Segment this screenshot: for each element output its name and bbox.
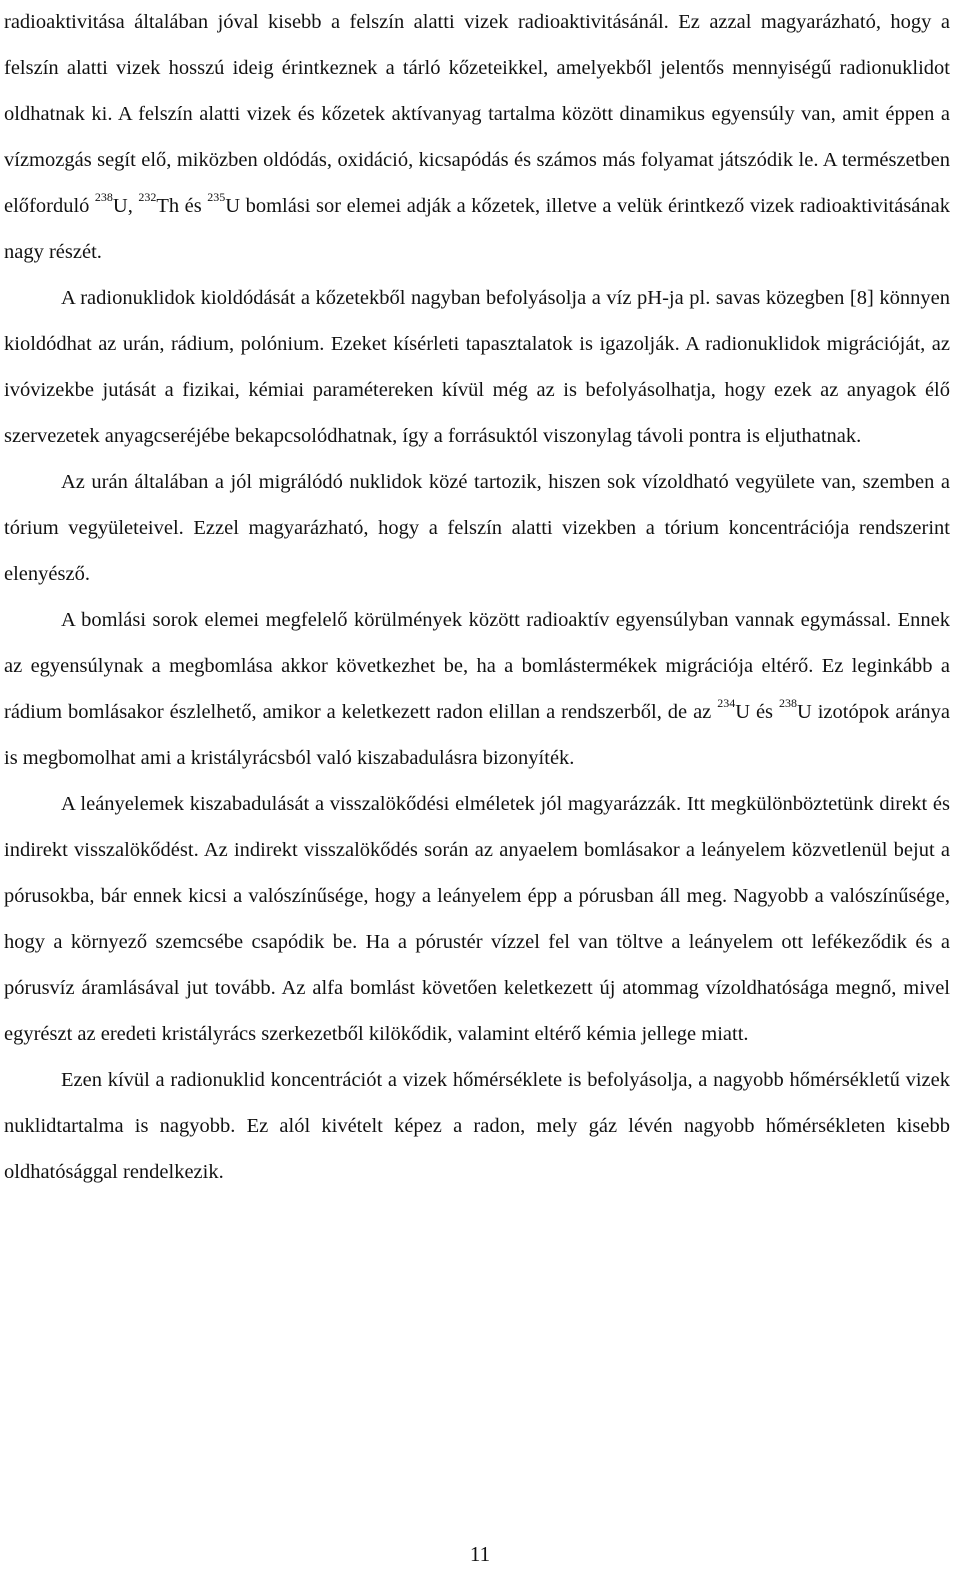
isotope-mass-number: 238 [778, 696, 797, 711]
isotope-mass-number: 235 [207, 190, 226, 205]
paragraph [4, 0, 950, 275]
text-run: A radionuklidok kioldódását a kőzetekből nagyban befolyásolja a víz pH-ja pl. savas közegben [8] könnyen kioldódhat az urán, rádium, polónium. Ezeket kísérleti tapasztalatok is igazolják. A radionuklidok migrációját, az ivóvizekbe jutását a fizikai, kémiai paramétereken kívül még az is befolyásolhatja, hogy ezek az anyagok élő szervezetek anyagcseréjébe bekapcsolódhatnak, így a forrásuktól viszonylag távoli pontra is eljuthatnak. [4, 287, 950, 447]
paragraph [4, 275, 950, 459]
isotope-mass-number: 234 [717, 696, 736, 711]
text-run: A leányelemek kiszabadulását a visszalökődési elméletek jól magyarázzák. Itt megkülönböztetünk direkt és indirekt visszalökődést. Az indirekt visszalökődés során az anyaelem bomlásakor a leányelem közvetlenül bejut a pórusokba, bár ennek kicsi a valószínűsége, hogy a leányelem épp a pórusban áll meg. Nagyobb a valószínűsége, hogy a környező szemcsébe csapódik be. Ha a pórustér vízzel fel van töltve a leányelem ott lefékeződik és a pórusvíz áramlásával jut tovább. Az alfa bomlást követően keletkezett új atommag vízoldhatósága megnő, mivel egyrészt az eredeti kristályrács szerkezetből kilökődik, valamint eltérő kémia jellege miatt. [4, 793, 950, 1045]
text-run: Th és [156, 195, 208, 217]
text-run: U bomlási sor elemei adják a kőzetek, illetve a velük érintkező vizek radioaktivitásának nagy részét. [4, 195, 951, 263]
body-text [4, 0, 950, 1195]
page-number: 11 [469, 1542, 491, 1566]
text-run: U izotópok aránya is megbomolhat ami a kristályrácsból való kiszabadulásra bizonyíték. [4, 701, 950, 769]
paragraph [4, 597, 950, 781]
text-run: A bomlási sorok elemei megfelelő körülmények között radioaktív egyensúlyban vannak egymással. Ennek az egyensúlynak a megbomlása akkor következhet be, ha a bomlástermékek migrációja eltérő. Ez leginkább a rádium bomlásakor észlelhető, amikor a keletkezett radon elillan a rendszerből, de az [4, 609, 950, 723]
isotope-mass-number: 238 [94, 190, 113, 205]
document-page [4, 0, 950, 1195]
text-run: Ezen kívül a radionuklid koncentrációt a vizek hőmérséklete is befolyásolja, a nagyobb hőmérsékletű vizek nuklidtartalma is nagyobb. Ez alól kivételt képez a radon, mely gáz lévén nagyobb hőmérsékleten kisebb oldhatósággal rendelkezik. [4, 1069, 950, 1183]
paragraph [4, 781, 950, 1057]
paragraph [4, 459, 950, 597]
isotope-mass-number: 232 [138, 190, 157, 205]
text-run: U, [112, 195, 139, 217]
text-run: Az urán általában a jól migrálódó nuklidok közé tartozik, hiszen sok vízoldható vegyülete van, szemben a tórium vegyületeivel. Ezzel magyarázható, hogy a felszín alatti vizekben a tórium koncentrációja rendszerint elenyésző. [4, 471, 950, 585]
text-run: radioaktivitása általában jóval kisebb a felszín alatti vizek radioaktivitásánál. Ez azzal magyarázható, hogy a felszín alatti vizek hosszú ideig érintkeznek a tárló kőzeteikkel, amelyekből jelentős mennyiségű radionuklidot oldhatnak ki. A felszín alatti vizek és kőzetek aktívanyag tartalma között dinamikus egyensúly van, amit éppen a vízmozgás segít elő, miközben oldódás, oxidáció, kicsapódás és számos más folyamat játszódik le. A természetben előforduló [4, 11, 950, 217]
paragraph [4, 1057, 950, 1195]
text-run: U és [735, 701, 779, 723]
